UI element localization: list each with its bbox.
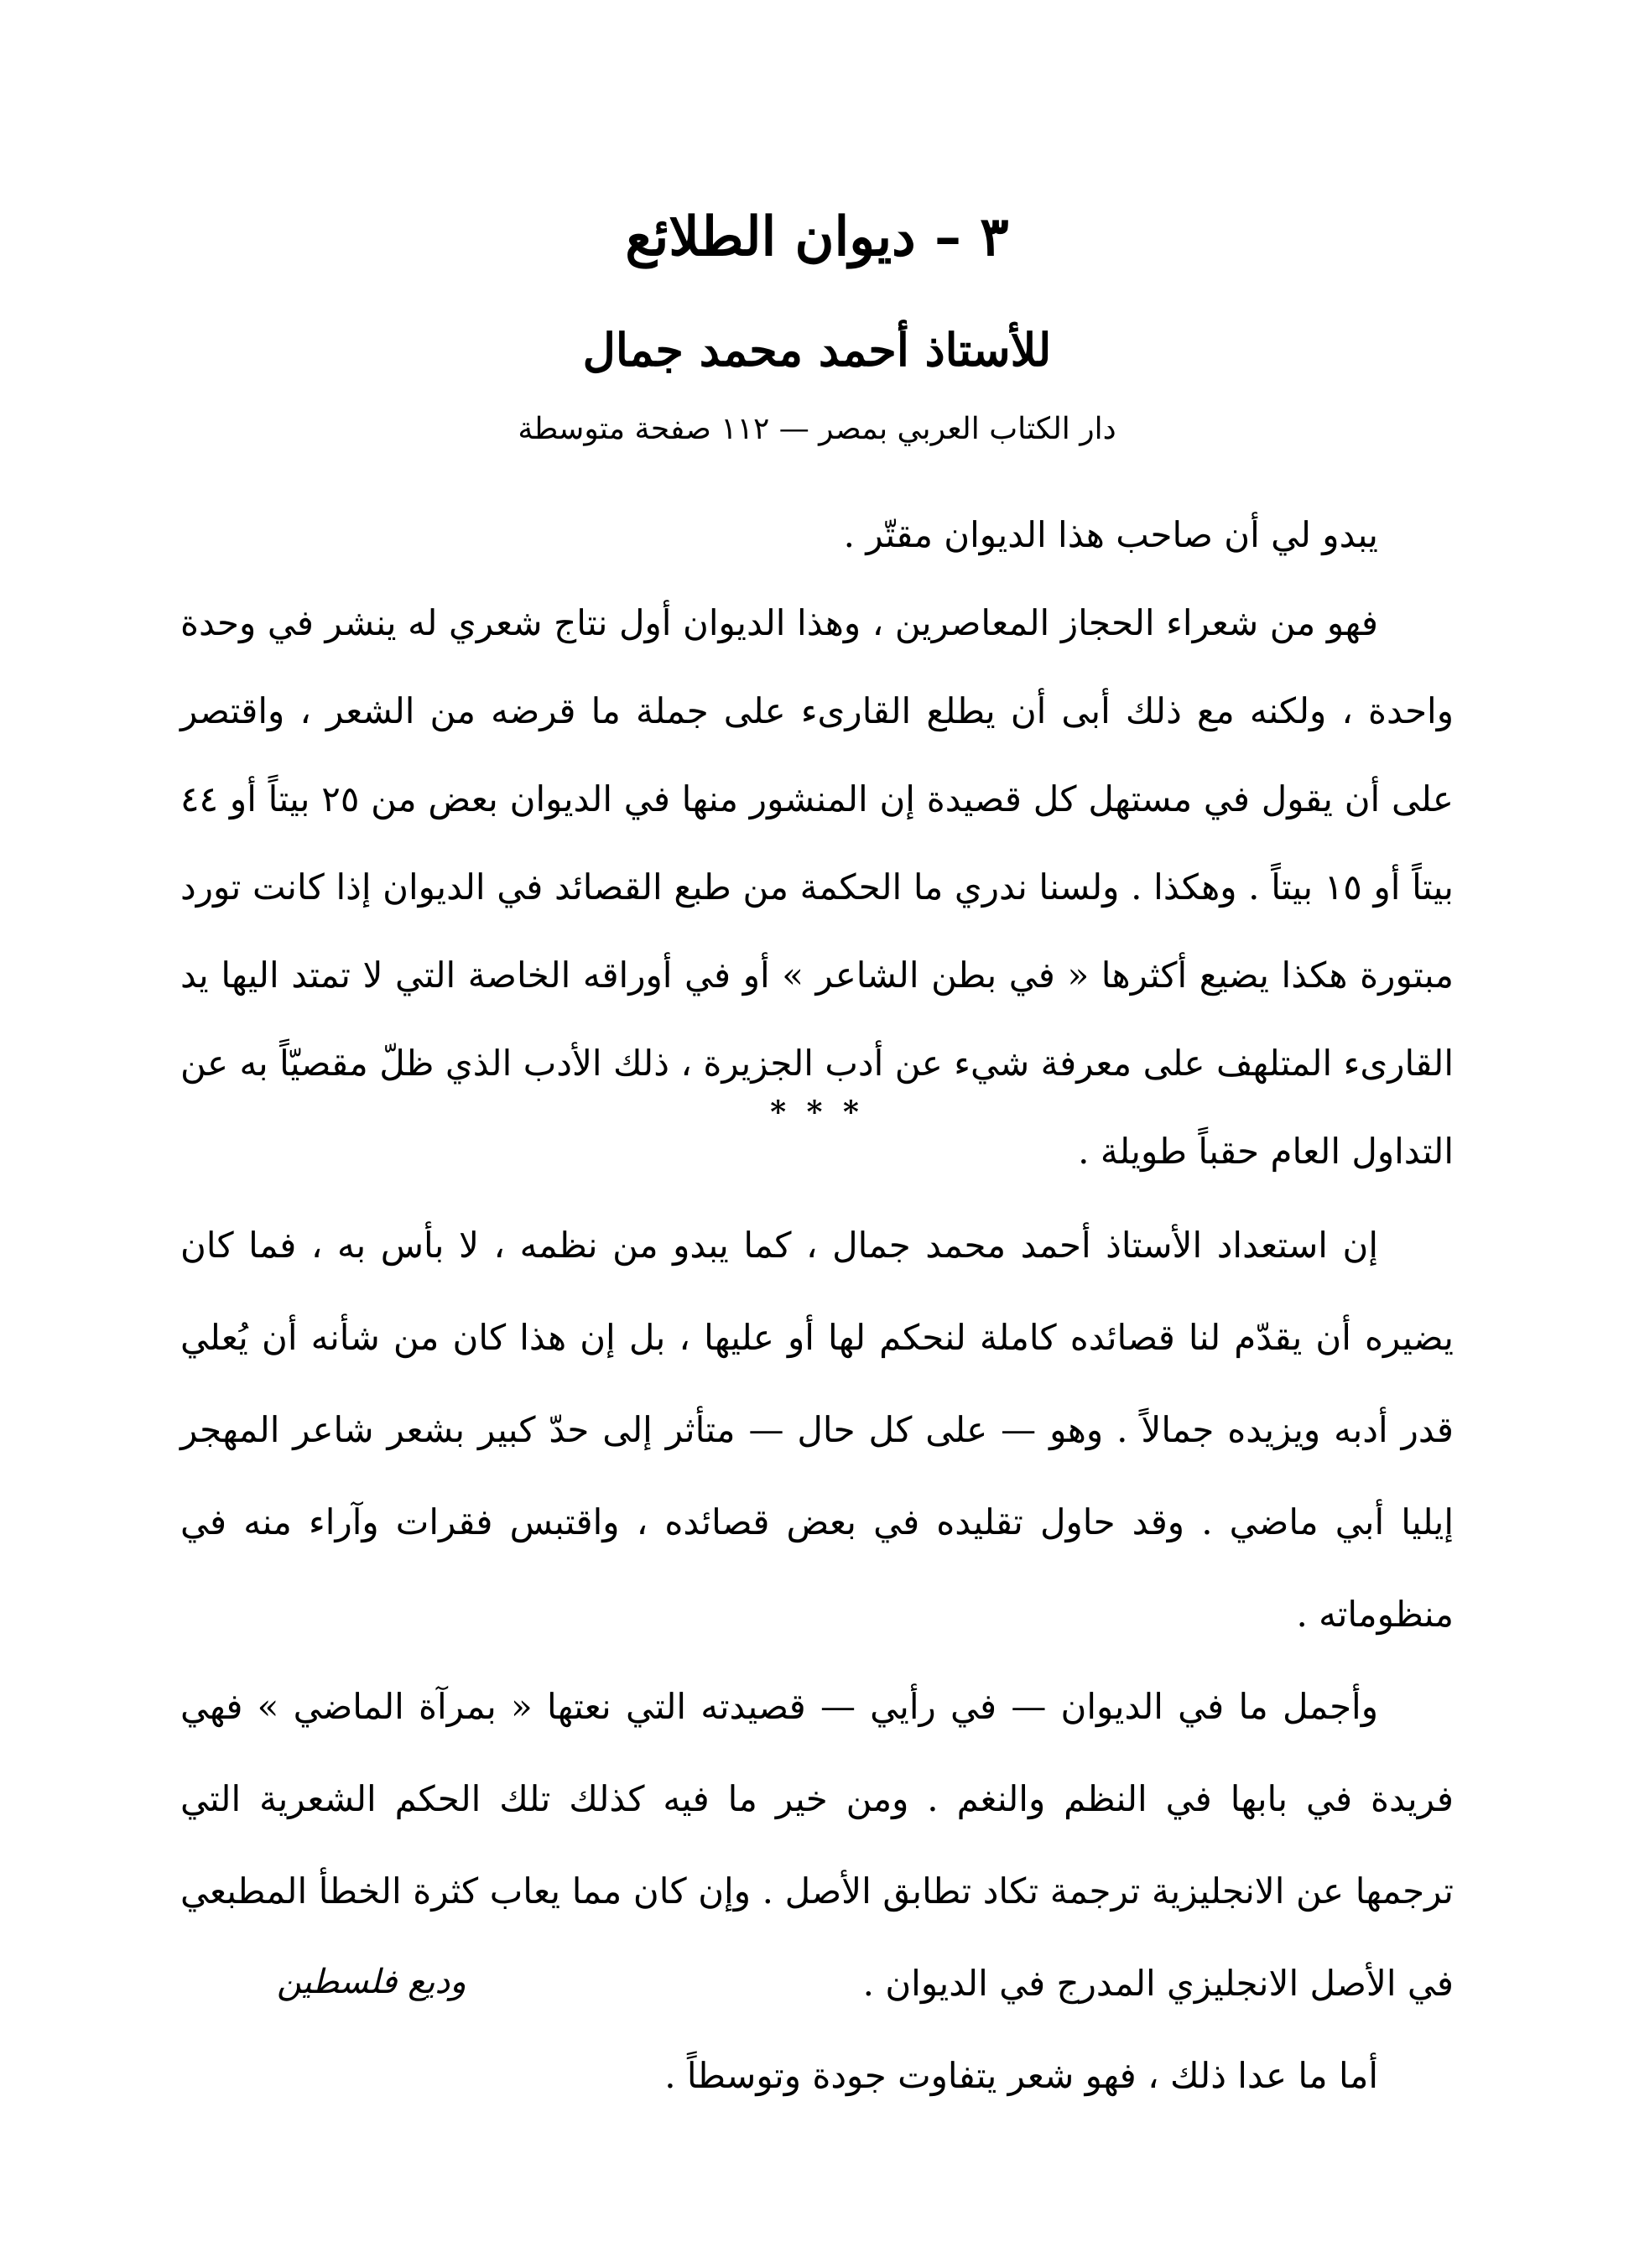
page-title: ٣ – ديوان الطلائع	[625, 205, 1009, 268]
author-signature: وديع فلسطين	[277, 1963, 466, 2001]
author-line: للأستاذ أحمد محمد جمال	[582, 323, 1052, 377]
paragraph-4: وأجمل ما في الديوان — في رأيي — قصيدته التي نعتها « بمرآة الماضي » فهي فريدة في بابها في النظم والنغم . ومن خير ما فيه كذلك تلك الحكم الشعرية التي ترجمها عن الانجليزية ترجمة تكاد تطابق الأصل . وإن كان مما يعاب كثرة الخطأ المطبعي في الأصل الانجليزي المدرج في الديوان .	[180, 1686, 1454, 2004]
paragraph-5: أما ما عدا ذلك ، فهو شعر يتفاوت جودة وتوسطاً .	[664, 2055, 1378, 2096]
paragraph-2: فهو من شعراء الحجاز المعاصرين ، وهذا الديوان أول نتاج شعري له ينشر في وحدة واحدة ، ولكنه مع ذلك أبى أن يطلع القارىء على جملة ما قرضه من الشعر ، واقتصر على أن يقول في مستهل كل قصيدة إن المنشور منها في الديوان بعض من ٢٥ بيتاً أو ٤٤ بيتاً أو ١٥ بيتاً . وهكذا . ولسنا ندري ما الحكمة من طبع القصائد في الديوان إذا كانت تورد مبتورة هكذا يضيع أكثرها « في بطن الشاعر » أو في أوراقه الخاصة التي لا تمتد اليها يد القارىء المتلهف على معرفة شيء عن أدب الجزيرة ، ذلك الأدب الذي ظلّ مقصيّاً به عن التداول العام حقباً طويلة .	[180, 602, 1454, 1172]
section-separator: * * *	[770, 1095, 864, 1130]
review-section-1	[180, 491, 1454, 1195]
paragraph-1: يبدو لي أن صاحب هذا الديوان مقتّر .	[843, 514, 1378, 555]
paragraph-3: إن استعداد الأستاذ أحمد محمد جمال ، كما يبدو من نظمه ، لا بأس به ، فما كان يضيره أن يقدّم لنا قصائده كاملة لنحكم لها أو عليها ، بل إن هذا كان من شأنه أن يُعلي قدر أدبه ويزيده جمالاً . وهو — على كل حال — متأثر إلى حدّ كبير بشعر شاعر المهجر إيليا أبي ماضي . وقد حاول تقليده في بعض قصائده ، واقتبس فقرات وآراء منه في منظوماته .	[180, 1225, 1454, 1635]
publisher-line: دار الكتاب العربي بمصر — ١١٢ صفحة متوسطة	[518, 412, 1116, 446]
